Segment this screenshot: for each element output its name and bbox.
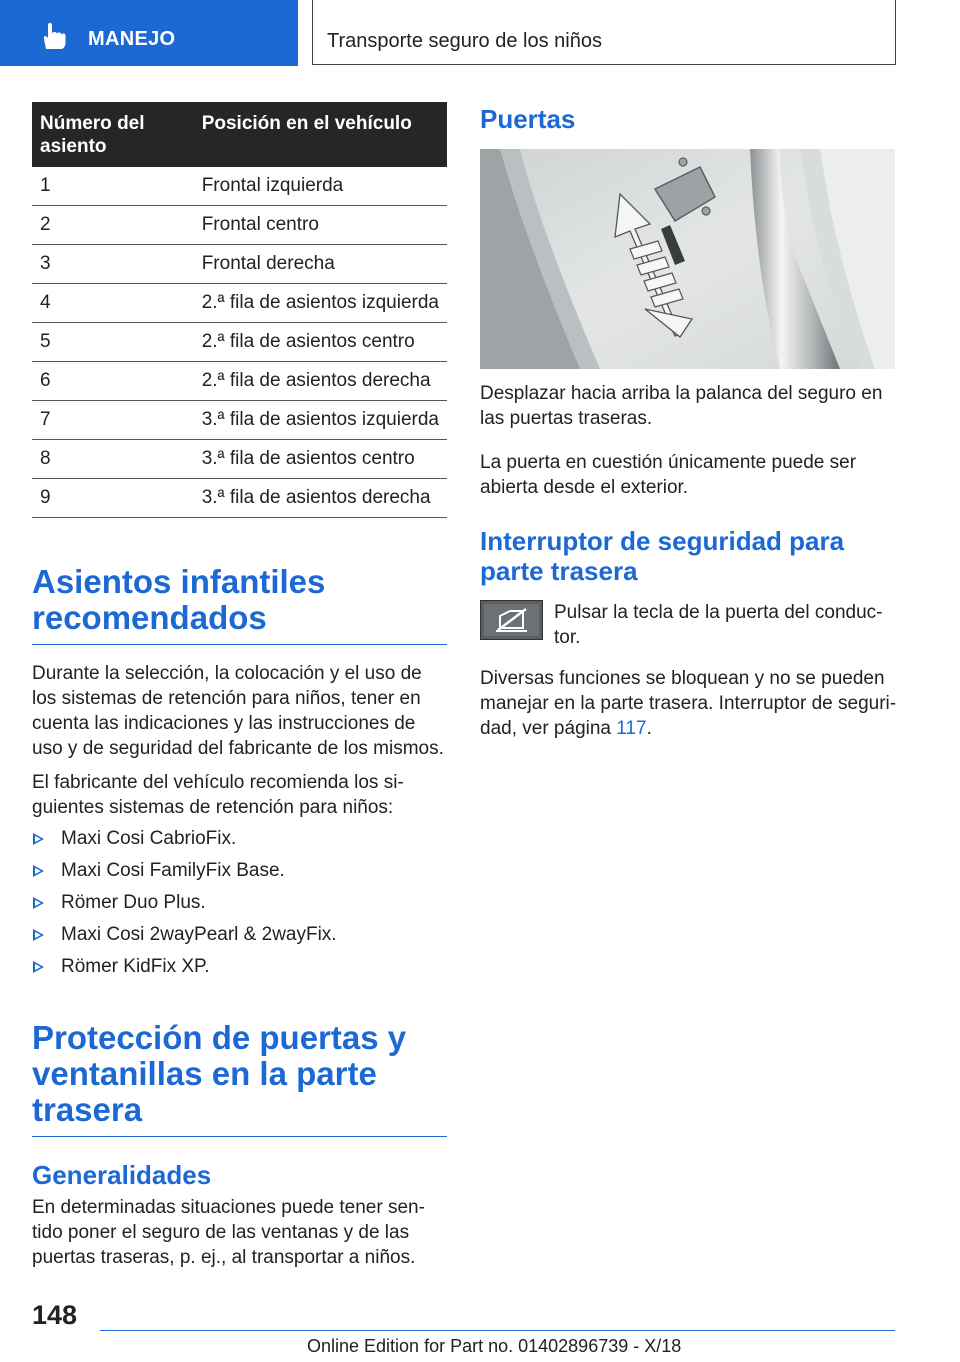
list-item-text: Maxi Cosi 2wayPearl & 2wayFix. bbox=[61, 924, 337, 945]
heading-line: Protección de puertas y bbox=[32, 1019, 407, 1056]
list-item bbox=[32, 826, 337, 858]
chapter-header bbox=[312, 0, 896, 65]
heading-line: Interruptor de seguridad para bbox=[480, 526, 845, 556]
list-item-text: Römer Duo Plus. bbox=[61, 892, 206, 913]
recommended-seats-list bbox=[32, 826, 337, 986]
seat-position: 2.ª fila de asientos derecha bbox=[194, 362, 447, 401]
column-header-position: Posición en el vehículo bbox=[194, 102, 447, 167]
seat-number: 1 bbox=[32, 167, 194, 206]
seat-number: 9 bbox=[32, 479, 194, 518]
seat-position: 2.ª fila de asientos centro bbox=[194, 323, 447, 362]
paragraph-text: . bbox=[646, 718, 652, 739]
list-item-text: Maxi Cosi FamilyFix Base. bbox=[61, 860, 285, 881]
bullet-triangle-icon bbox=[33, 833, 44, 845]
bullet-triangle-icon bbox=[33, 897, 44, 909]
seat-position-table bbox=[32, 102, 447, 518]
seat-number: 4 bbox=[32, 284, 194, 323]
table-row bbox=[32, 167, 447, 206]
seat-position: 2.ª fila de asientos izquierda bbox=[194, 284, 447, 323]
seat-position: Frontal derecha bbox=[194, 245, 447, 284]
window-lock-switch-icon bbox=[480, 600, 543, 640]
seat-number: 7 bbox=[32, 401, 194, 440]
list-item bbox=[32, 890, 337, 922]
table-row bbox=[32, 362, 447, 401]
hand-pointer-icon bbox=[40, 22, 66, 50]
section-label: MANEJO bbox=[88, 28, 176, 50]
doors-lever-paragraph: Desplazar hacia arriba la palanca del seguro en las puertas traseras. bbox=[480, 383, 883, 429]
seat-position: 3.ª fila de asientos centro bbox=[194, 440, 447, 479]
table-row bbox=[32, 479, 447, 518]
list-item bbox=[32, 922, 337, 954]
heading-rear-safety-switch bbox=[480, 526, 895, 586]
seat-number: 8 bbox=[32, 440, 194, 479]
bullet-triangle-icon bbox=[33, 961, 44, 973]
heading-generalities: Generalidades bbox=[32, 1160, 212, 1190]
page-reference-link[interactable]: 117 bbox=[616, 718, 647, 739]
seat-number: 6 bbox=[32, 362, 194, 401]
seat-position: 3.ª fila de asientos izquierda bbox=[194, 401, 447, 440]
table-row bbox=[32, 440, 447, 479]
seat-position: Frontal izquierda bbox=[194, 167, 447, 206]
seat-position: 3.ª fila de asientos derecha bbox=[194, 479, 447, 518]
table-row bbox=[32, 284, 447, 323]
switch-instruction-paragraph: Pulsar la tecla de la puerta del conduc‐ tor. bbox=[554, 602, 883, 648]
paragraph-text: Diversas funciones se bloquean y no se pueden manejar en la parte trasera. Interruptor de seguri‐ dad, ver página bbox=[480, 668, 897, 739]
doors-exterior-paragraph: La puerta en cuestión únicamente puede ser abierta desde el exterior. bbox=[480, 452, 857, 498]
heading-doors: Puertas bbox=[480, 104, 576, 134]
table-row bbox=[32, 245, 447, 284]
edition-footer: Online Edition for Part no. 01402896739 - X/18 bbox=[307, 1336, 682, 1356]
table-row bbox=[32, 401, 447, 440]
table-row bbox=[32, 206, 447, 245]
bullet-triangle-icon bbox=[33, 929, 44, 941]
table-row bbox=[32, 323, 447, 362]
list-item bbox=[32, 954, 337, 986]
recommended-intro-paragraph: Durante la selección, la colocación y el uso de los sistemas de retención para niños, tener en cuenta las indicaciones y las instrucciones de uso y de seguridad del fabricante de los mismos. bbox=[32, 663, 444, 759]
heading-line: ventanillas en la parte bbox=[32, 1055, 377, 1092]
seat-position: Frontal centro bbox=[194, 206, 447, 245]
table-header-row bbox=[32, 102, 447, 167]
heading-door-window-protection bbox=[32, 1020, 447, 1137]
heading-line: parte trasera bbox=[480, 556, 638, 586]
heading-recommended-child-seats bbox=[32, 564, 447, 645]
list-item-text: Römer KidFix XP. bbox=[61, 956, 210, 977]
heading-line: Asientos infantiles bbox=[32, 563, 326, 600]
seat-number: 5 bbox=[32, 323, 194, 362]
heading-line: recomendados bbox=[32, 599, 267, 636]
recommended-manufacturer-paragraph: El fabricante del vehículo recomienda los si‐ guientes sistemas de retención para niños: bbox=[32, 772, 404, 818]
switch-functions-paragraph bbox=[480, 666, 898, 741]
generalities-paragraph: En determinadas situaciones puede tener sen‐ tido poner el seguro de las ventanas y de las puertas traseras, p. ej., al transportar a niños. bbox=[32, 1197, 425, 1268]
bullet-triangle-icon bbox=[33, 865, 44, 877]
seat-number: 3 bbox=[32, 245, 194, 284]
column-header-seat-number: Número del asiento bbox=[32, 102, 194, 167]
chapter-title: Transporte seguro de los niños bbox=[327, 30, 602, 52]
section-tab bbox=[0, 0, 298, 66]
footer-divider bbox=[100, 1330, 895, 1331]
heading-line: trasera bbox=[32, 1091, 143, 1128]
seat-number: 2 bbox=[32, 206, 194, 245]
page-number: 148 bbox=[32, 1300, 78, 1330]
list-item-text: Maxi Cosi CabrioFix. bbox=[61, 828, 237, 849]
list-item bbox=[32, 858, 337, 890]
door-child-lock-illustration bbox=[480, 149, 895, 369]
